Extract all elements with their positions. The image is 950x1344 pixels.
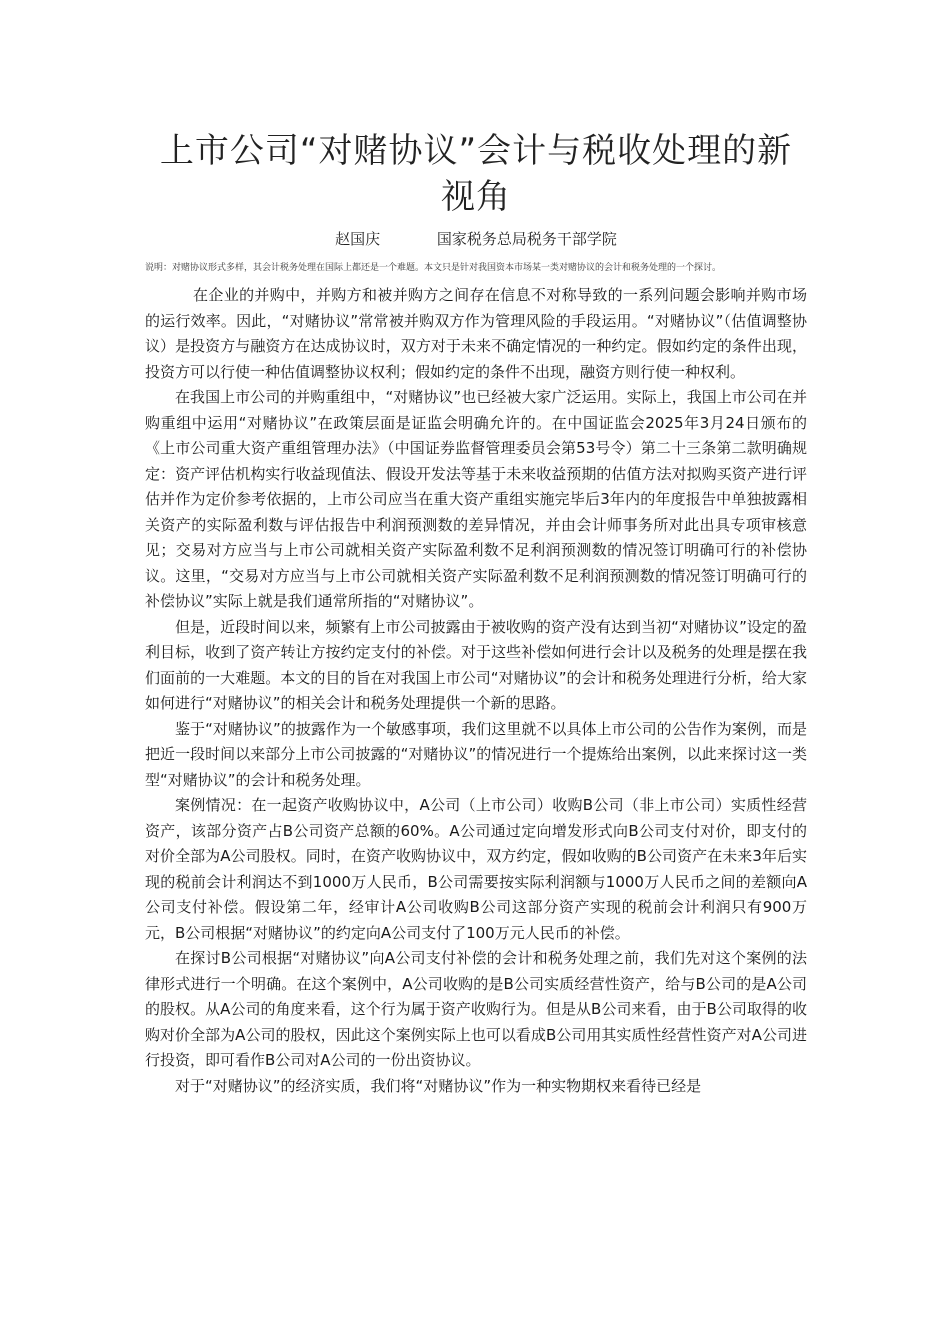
article-body bbox=[145, 283, 807, 1099]
document-page bbox=[145, 128, 807, 1099]
paragraph-6: 在探讨B公司根据“对赌协议”向A公司支付补偿的会计和税务处理之前，我们先对这个案例的法律形式进行一个明确。在这个案例中，A公司收购的是B公司实质经营性资产，给与B公司的是A公司的股权。从A公司的角度来看，这个行为属于资产收购行为。但是从B公司来看，由于B公司取得的收购对价全部为A公司的股权，因此这个案例实际上也可以看成B公司用其实质性经营性资产对A公司进行投资，即可看作B公司对A公司的一份出资协议。 bbox=[145, 949, 807, 1069]
author-affiliation: 国家税务总局税务干部学院 bbox=[436, 230, 617, 248]
paragraph-2: 在我国上市公司的并购重组中，“对赌协议”也已经被大家广泛运用。实际上，我国上市公司在并购重组中运用“对赌协议”在政策层面是证监会明确允许的。在中国证监会2025年3月24日颁布的《上市公司重大资产重组管理办法》（中国证券监督管理委员会第53号令）第二十三条第二款明确规定：资产评估机构实行收益现值法、假设开发法等基于未来收益预期的估值方法对拟购买资产进行评估并作为定价参考依据的，上市公司应当在重大资产重组实施完毕后3年内的年度报告中单独披露相关资产的实际盈利数与评估报告中利润预测数的差异情况，并由会计师事务所对此出具专项审核意见；交易对方应当与上市公司就相关资产实际盈利数不足利润预测数的情况签订明确可行的补偿协议。这里，“交易对方应当与上市公司就相关资产实际盈利数不足利润预测数的情况签订明确可行的补偿协议”实际上就是我们通常所指的“对赌协议”。 bbox=[145, 388, 807, 610]
paragraph-4: 鉴于“对赌协议”的披露作为一个敏感事项，我们这里就不以具体上市公司的公告作为案例，而是把近一段时间以来部分上市公司披露的“对赌协议”的情况进行一个提炼给出案例，以此来探讨这一类型“对赌协议”的会计和税务处理。 bbox=[145, 719, 807, 789]
paragraph-7: 对于“对赌协议”的经济实质，我们将“对赌协议”作为一种实物期权来看待已经是 bbox=[175, 1076, 702, 1095]
byline bbox=[145, 228, 807, 250]
paragraph-5: 案例情况：在一起资产收购协议中，A公司（上市公司）收购B公司（非上市公司）实质性经营资产，该部分资产占B公司资产总额的60%。A公司通过定向增发形式向B公司支付对价，即支付的对价全部为A公司股权。同时，在资产收购协议中，双方约定，假如收购的B公司资产在未来3年后实现的税前会计利润达不到1000万人民币，B公司需要按实际利润额与1000万人民币之间的差额向A公司支付补偿。假设第二年，经审计A公司收购B公司这部分资产实现的税前会计利润只有900万元，B公司根据“对赌协议”的约定向A公司支付了100万元人民币的补偿。 bbox=[145, 796, 807, 942]
author-name: 赵国庆 bbox=[335, 230, 381, 248]
paragraph-3: 但是，近段时间以来，频繁有上市公司披露由于被收购的资产没有达到当初“对赌协议”设定的盈利目标，收到了资产转让方按约定支付的补偿。对于这些补偿如何进行会计以及税务的处理是摆在我们面前的一大难题。本文的目的旨在对我国上市公司“对赌协议”的会计和税务处理进行分析，给大家如何进行“对赌协议”的相关会计和税务处理提供一个新的思路。 bbox=[145, 617, 807, 712]
document-title: 上市公司“对赌协议”会计与税收处理的新视角 bbox=[159, 131, 793, 217]
editor-note: 说明：对赌协议形式多样，其会计税务处理在国际上都还是一个难题。本文只是针对我国资本市场某一类对赌协议的会计和税务处理的一个探讨。 bbox=[145, 263, 722, 273]
paragraph-1: 在企业的并购中，并购方和被并购方之间存在信息不对称导致的一系列问题会影响并购市场的运行效率。因此，“对赌协议”常常被并购双方作为管理风险的手段运用。“对赌协议”（估值调整协议）是投资方与融资方在达成协议时，双方对于未来不确定情况的一种约定。假如约定的条件出现，投资方可以行使一种估值调整协议权利；假如约定的条件不出现，融资方则行使一种权利。 bbox=[145, 286, 807, 381]
